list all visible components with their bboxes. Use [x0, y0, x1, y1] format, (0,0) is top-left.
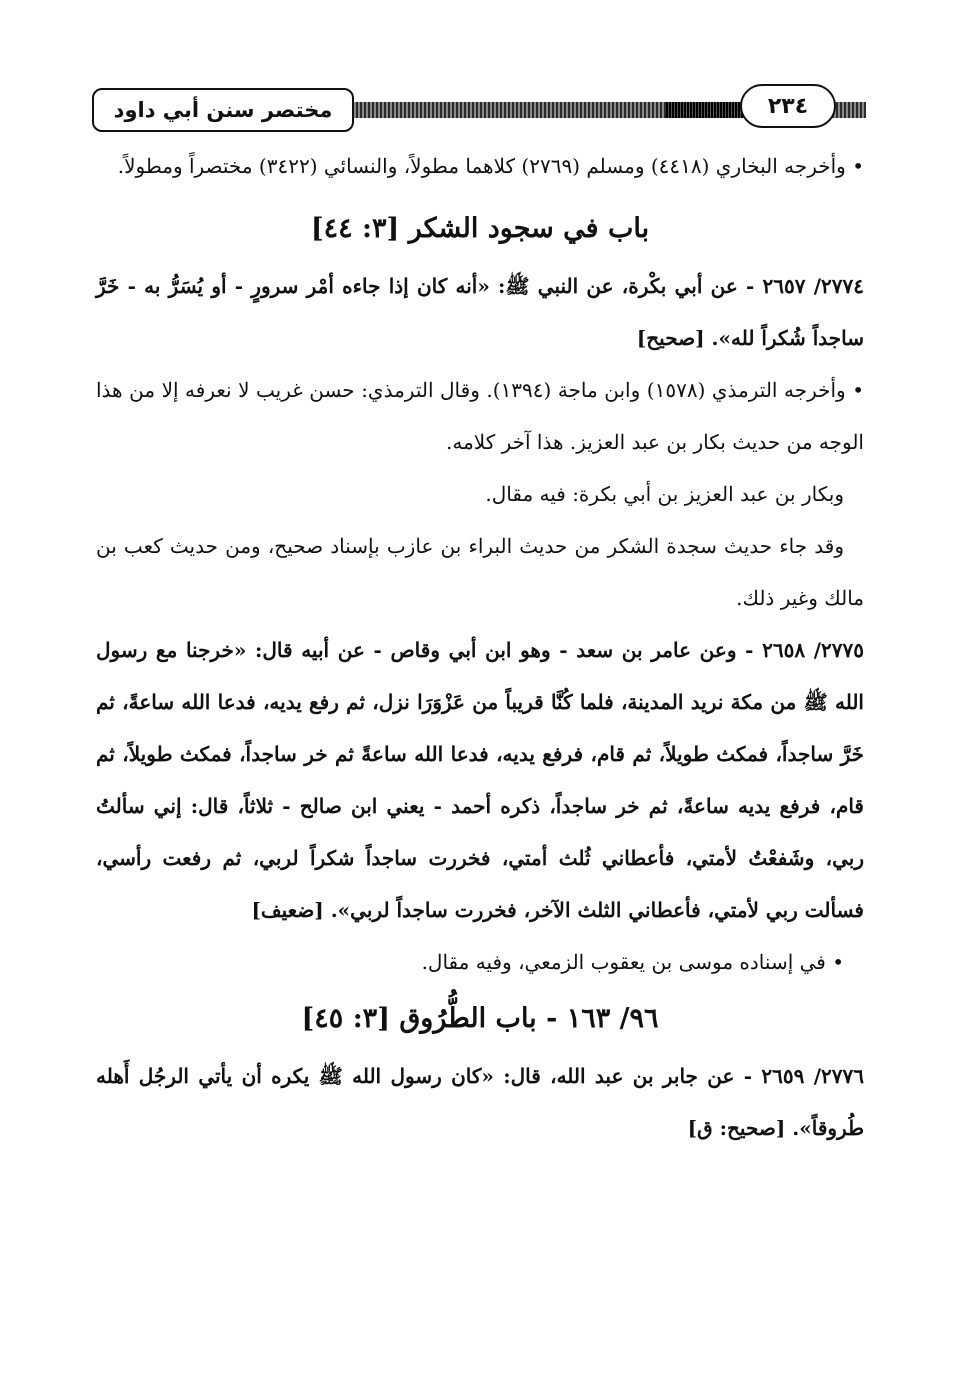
- hadith-2775: ٢٧٧٥/ ٢٦٥٨ - وعن عامر بن سعد - وهو ابن أبي وقاص - عن أبيه قال: «خرجنا مع رسول الله ﷺ من مكة نريد المدينة، فلما كُنَّا قريباً من عَزْوَرَا نزل، ثم رفع يديه، فدعا الله ساعةً، ثم خَرَّ ساجداً، فمكث طويلاً، ثم قام، فرفع يديه، فدعا الله ساعةً ثم خر ساجداً، فمكث طويلاً، ثم قام، فرفع يديه ساعةً، ثم خر ساجداً، ذكره أحمد - يعني ابن صالح - ثلاثاً، قال: إني سألتُ ربي، وشَفعْتُ لأمتي، فأعطاني ثُلث أمتي، فخررت ساجداً شكراً لربي، ثم رفعت رأسي، فسألت ربي لأمتي، فأعطاني الثلث الآخر، فخررت ساجداً لربي». [ضعيف]: [96, 638, 864, 922]
- page-content: [96, 140, 864, 1154]
- book-title: مختصر سنن أبي داود: [92, 88, 354, 132]
- takhrij-note: • وأخرجه البخاري (٤٤١٨) ومسلم (٢٧٦٩) كلاهما مطولاً، والنسائي (٣٤٢٢) مختصراً ومطولاً.: [117, 154, 864, 178]
- narrator-comment: وبكار بن عبد العزيز بن أبي بكرة: فيه مقال.: [485, 482, 844, 506]
- chapter-heading: باب في سجود الشكر [٣: ٤٤]: [310, 213, 650, 244]
- page-number: ٢٣٤: [740, 84, 836, 128]
- takhrij-note: • في إسناده موسى بن يعقوب الزمعي، وفيه مقال.: [421, 950, 844, 974]
- page-header: [92, 82, 866, 132]
- chapter-heading: ٩٦/ ١٦٣ - باب الطُّرُوق [٣: ٤٥]: [301, 1003, 659, 1034]
- commentary-paragraph: وقد جاء حديث سجدة الشكر من حديث البراء بن عازب بإسناد صحيح، ومن حديث كعب بن مالك وغير ذلك.: [96, 534, 864, 610]
- hadith-2774: ٢٧٧٤/ ٢٦٥٧ - عن أبي بكْرة، عن النبي ﷺ: «أنه كان إذا جاءه أمْر سرورٍ - أو يُسَرُّ به - خَرَّ ساجداً شُكراً لله». [صحيح]: [96, 274, 864, 350]
- hadith-2776: ٢٧٧٦/ ٢٦٥٩ - عن جابر بن عبد الله، قال: «كان رسول الله ﷺ يكره أن يأتي الرجُل أَهله طُروقاً». [صحيح: ق]: [96, 1064, 864, 1140]
- takhrij-note: • وأخرجه الترمذي (١٥٧٨) وابن ماجة (١٣٩٤). وقال الترمذي: حسن غريب لا نعرفه إلا من هذا الوجه من حديث بكار بن عبد العزيز. هذا آخر كلامه.: [96, 378, 864, 454]
